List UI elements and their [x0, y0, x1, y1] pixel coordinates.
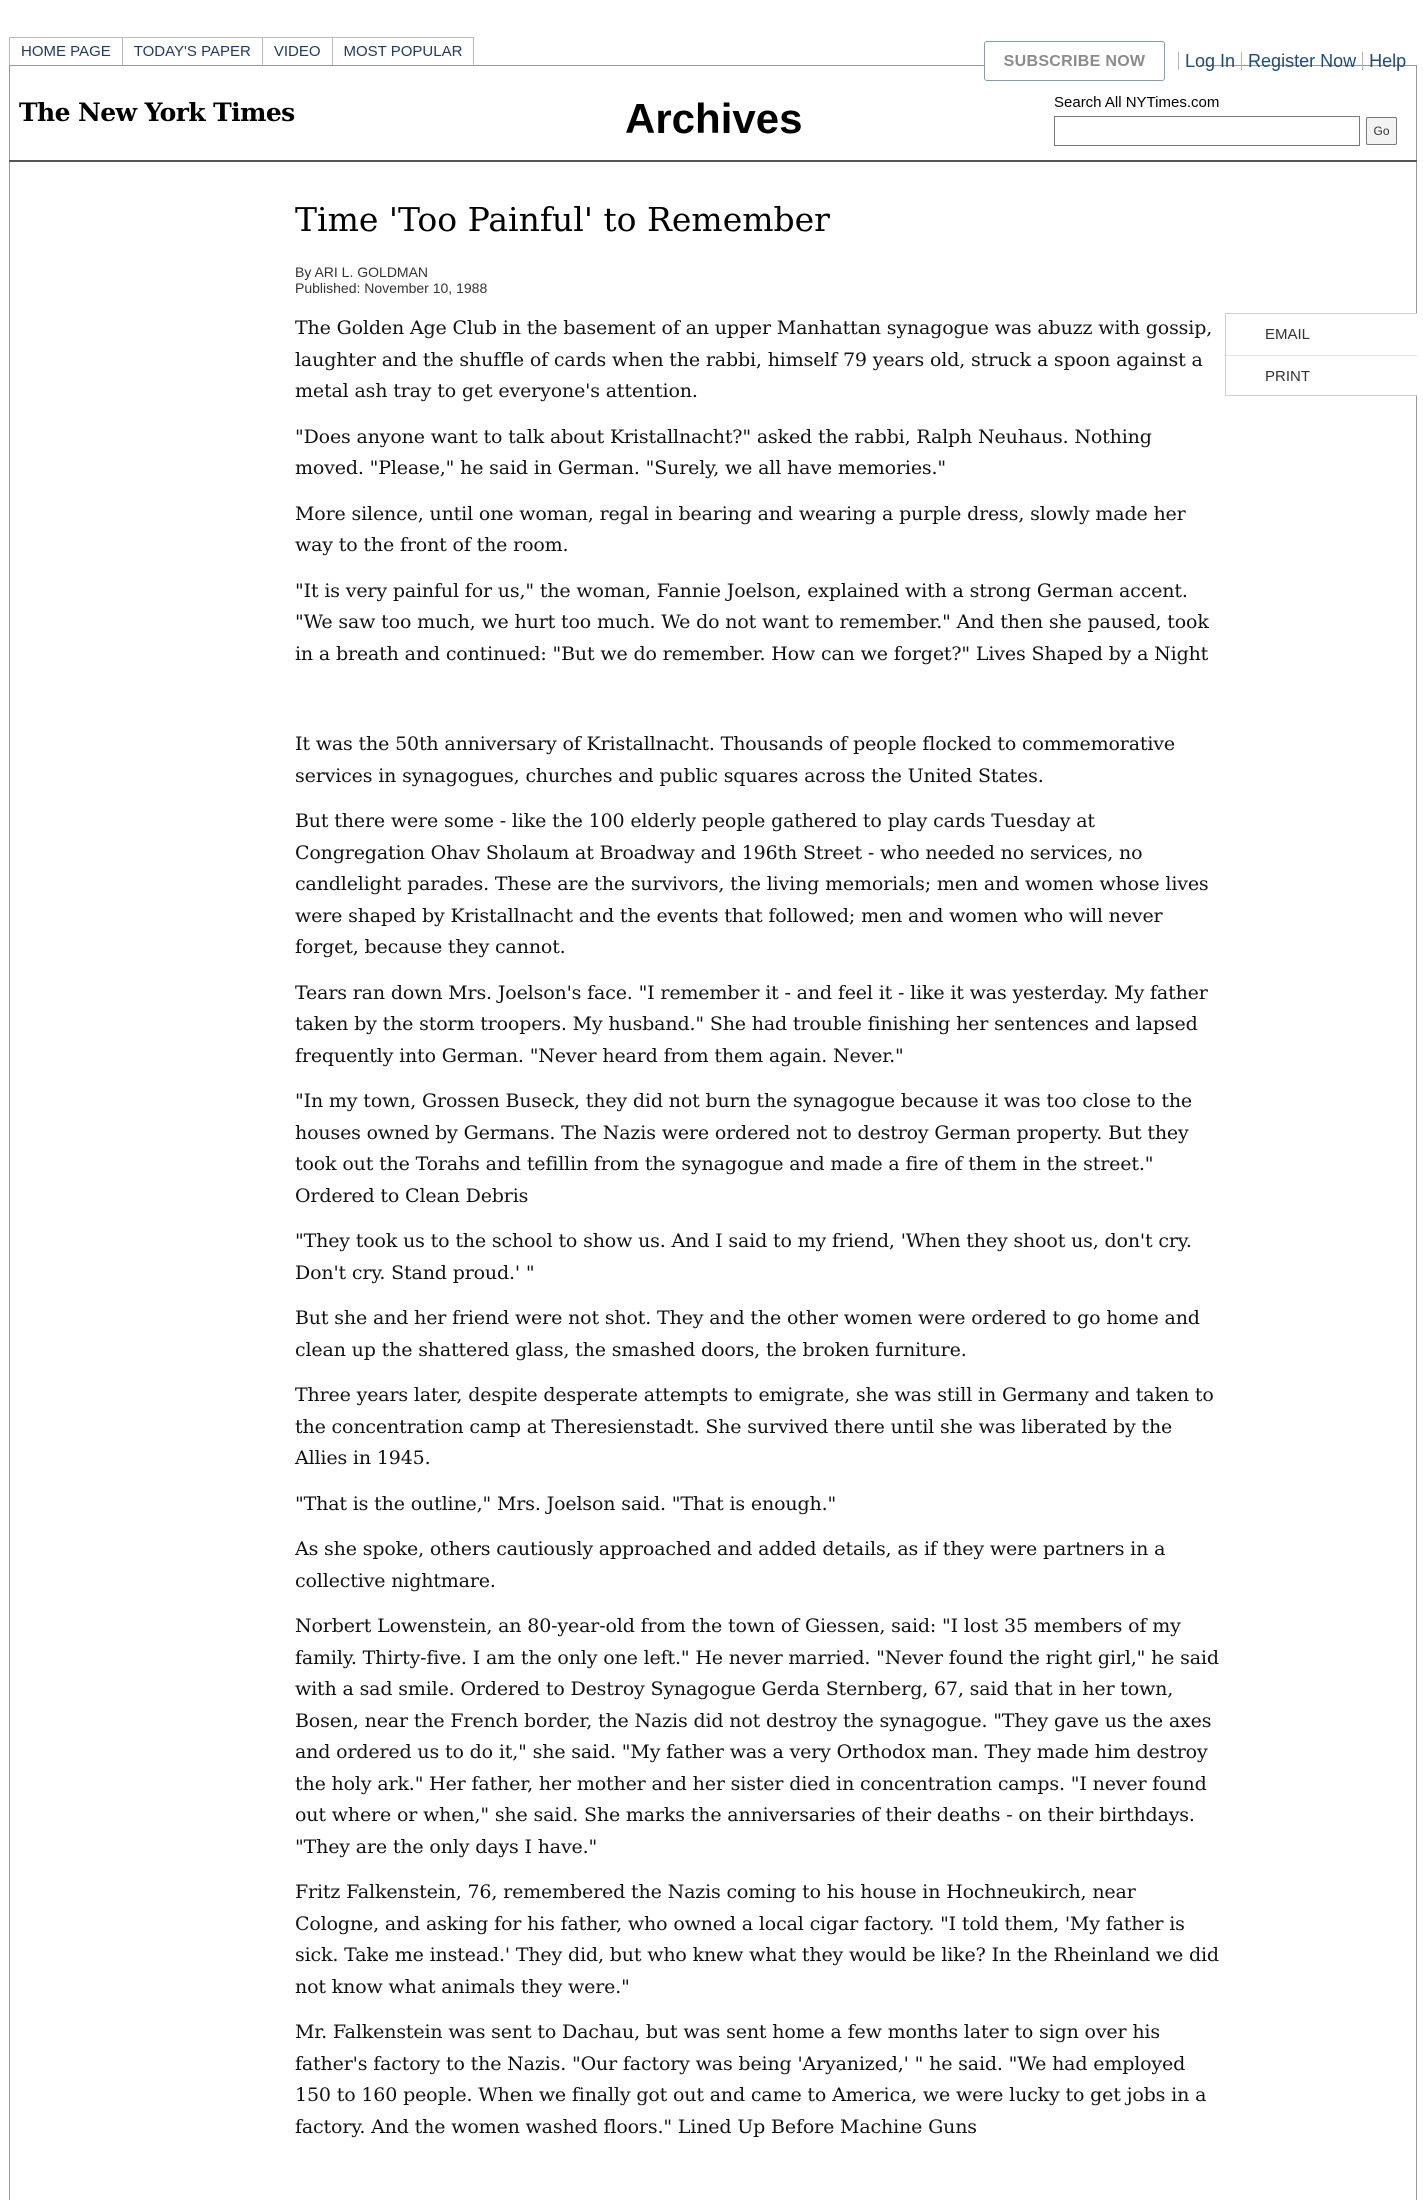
register-link[interactable]: Register Now: [1248, 50, 1357, 71]
email-button[interactable]: EMAIL: [1265, 326, 1311, 343]
article-paragraph: "That is the outline," Mrs. Joelson said. "That is enough.": [295, 1492, 837, 1515]
article-paragraph: More silence, until one woman, regal in bearing and wearing a purple dress, slowly made her way to the front of the room.: [295, 502, 1186, 556]
article-headline: Time 'Too Painful' to Remember: [295, 200, 830, 239]
print-button[interactable]: PRINT: [1226, 355, 1417, 396]
header-divider: [9, 160, 1417, 162]
article-paragraph: Tears ran down Mrs. Joelson's face. "I remember it - and feel it - like it was yesterday. My father taken by the storm troopers. My husband." She had trouble finishing her sentences and lapsed frequently into German. "Never heard from them again. Never.": [295, 981, 1208, 1067]
article-byline-block: [295, 264, 487, 296]
link-separator: [1362, 52, 1363, 70]
article-paragraph: Mr. Falkenstein was sent to Dachau, but was sent home a few months later to sign over his father's factory to the Nazis. "Our factory was being 'Aryanized,' " he said. "We had employed 150 to 160 people. When we finally got out and came to America, we were lucky to get jobs in a factory. And the women washed floors." Lined Up Before Machine Guns: [295, 2021, 1207, 2138]
article-published-date: Published: November 10, 1988: [295, 280, 488, 296]
search-label: Search All NYTimes.com: [1054, 94, 1220, 111]
login-link[interactable]: Log In: [1185, 50, 1236, 71]
article-paragraph: Norbert Lowenstein, an 80-year-old from the town of Giessen, said: "I lost 35 members of my family. Thirty-five. I am the only one left." He never married. "Never found the right girl," he said with a sad smile. Ordered to Destroy Synagogue Gerda Sternberg, 67, said that in her town, Bosen, near the French border, the Nazis did not destroy the synagogue. "They gave us the axes and ordered us to do it," she said. "My father was a very Orthodox man. They made him destroy the holy ark." Her father, her mother and her sister died in concentration camps. "I never found out where or when," she said. She marks the anniversaries of their deaths - on their birthdays. "They are the only days I have.": [295, 1615, 1219, 1858]
frame-left-border: [9, 65, 10, 2200]
account-links: [1172, 49, 1406, 73]
article-paragraph: "Does anyone want to talk about Kristallnacht?" asked the rabbi, Ralph Neuhaus. Nothing moved. "Please," he said in German. "Surely, we all have memories.": [295, 425, 1152, 479]
article-paragraph: But there were some - like the 100 elderly people gathered to play cards Tuesday at Congregation Ohav Sholaum at Broadway and 196th Street - who needed no services, no candlelight parades. These are the survivors, the living memorials; men and women whose lives were shaped by Kristallnacht and the events that followed; men and women who will never forget, because they cannot.: [295, 810, 1209, 958]
subscribe-button[interactable]: SUBSCRIBE NOW: [984, 41, 1165, 81]
search-input[interactable]: [1054, 116, 1360, 146]
article-paragraph: "In my town, Grossen Buseck, they did not burn the synagogue because it was too close to the houses owned by Germans. The Nazis were ordered not to destroy German property. But they took out the Torahs and tefillin from the synagogue and made a fire of them in the street." Ordered to Clean Debris: [295, 1090, 1192, 1207]
section-title: Archives: [625, 95, 803, 142]
article-body: [295, 313, 1225, 2157]
help-link[interactable]: Help: [1369, 50, 1407, 71]
tab-video[interactable]: VIDEO: [262, 37, 333, 65]
article-paragraph: Three years later, despite desperate attempts to emigrate, she was still in Germany and taken to the concentration camp at Theresienstadt. She survived there until she was liberated by the Allies in 1945.: [295, 1384, 1214, 1469]
article-paragraph: "It is very painful for us," the woman, Fannie Joelson, explained with a strong German accent. "We saw too much, we hurt too much. We do not want to remember." And then she paused, took in a breath and continued: "But we do remember. How can we forget?" Lives Shaped by a Night: [295, 579, 1209, 665]
top-nav: [9, 37, 473, 65]
article-byline: By ARI L. GOLDMAN: [295, 264, 429, 280]
article-paragraph: The Golden Age Club in the basement of an upper Manhattan synagogue was abuzz with gossip, laughter and the shuffle of cards when the rabbi, himself 79 years old, struck a spoon against a metal ash tray to get everyone's attention.: [295, 317, 1213, 402]
search-go-button[interactable]: Go: [1366, 117, 1397, 145]
article-paragraph: Fritz Falkenstein, 76, remembered the Nazis coming to his house in Hochneukirch, near Cologne, and asking for his father, who owned a local cigar factory. "I told them, 'My father is sick. Take me instead.' They did, but who knew what they would be like? In the Rheinland we did not know what animals they were.": [295, 1881, 1219, 1998]
article-paragraph: As she spoke, others cautiously approached and added details, as if they were partners in a collective nightmare.: [295, 1538, 1166, 1592]
tab-most-popular[interactable]: MOST POPULAR: [332, 37, 475, 65]
link-separator: [1241, 52, 1242, 70]
article-tools: [1225, 313, 1417, 396]
article-paragraph: "They took us to the school to show us. And I said to my friend, 'When they shoot us, don't cry. Don't cry. Stand proud.' ": [295, 1230, 1192, 1284]
article-paragraph: It was the 50th anniversary of Kristallnacht. Thousands of people flocked to commemorative services in synagogues, churches and public squares across the United States.: [295, 733, 1175, 787]
tab-todays-paper[interactable]: TODAY'S PAPER: [122, 37, 263, 65]
article-paragraph: But she and her friend were not shot. They and the other women were ordered to go home and clean up the shattered glass, the smashed doors, the broken furniture.: [295, 1307, 1200, 1361]
nyt-logo[interactable]: The New York Times: [19, 98, 295, 127]
tab-home-page[interactable]: HOME PAGE: [9, 37, 123, 65]
link-separator: [1178, 52, 1179, 70]
